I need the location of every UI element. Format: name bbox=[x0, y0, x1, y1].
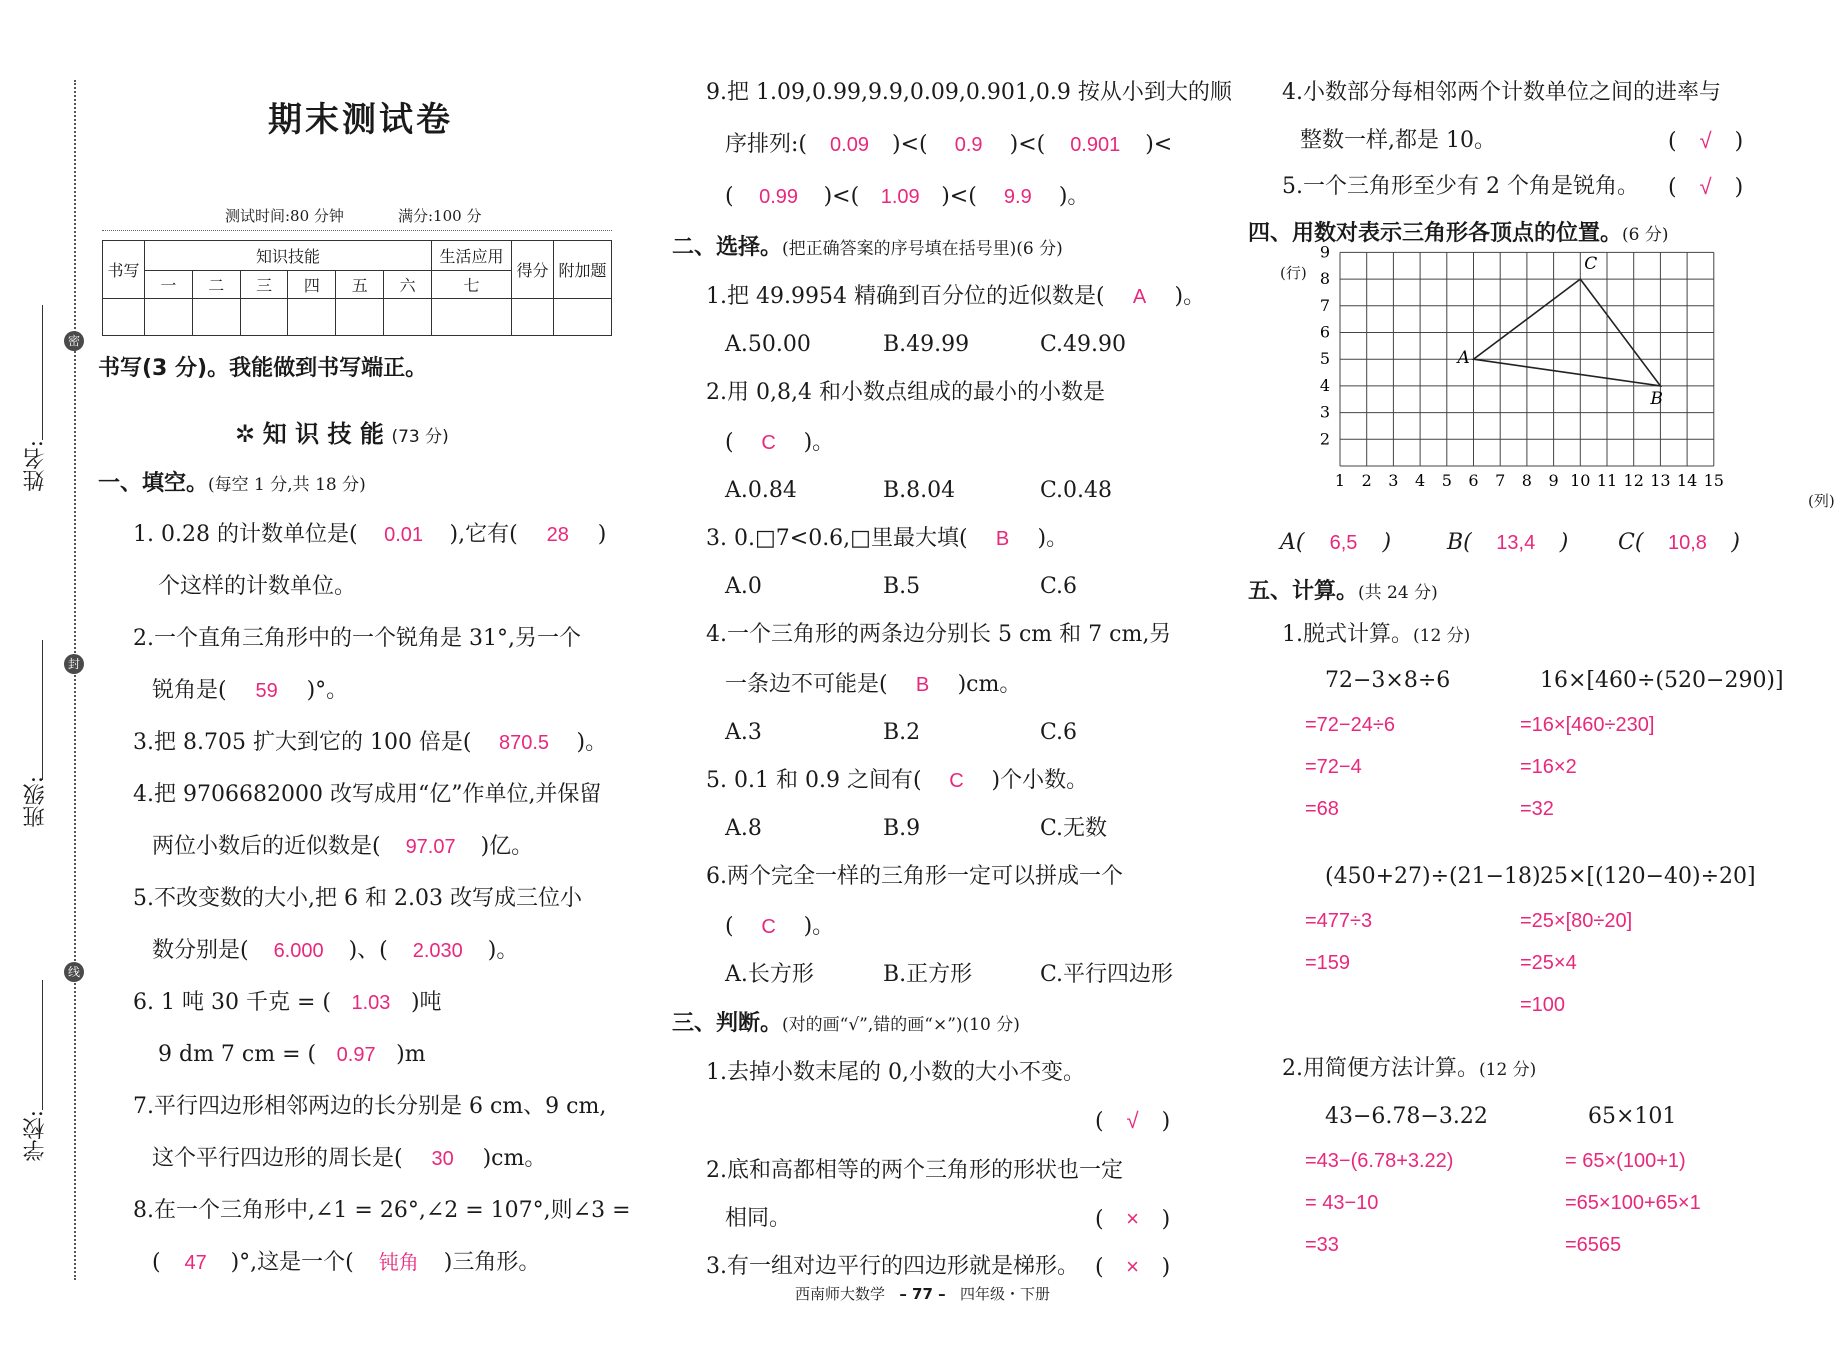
answer[interactable]: 0.9 bbox=[954, 134, 983, 156]
calc-expression: 16×[460÷(520−290)] bbox=[1540, 668, 1784, 693]
score-col-application: 生活应用 bbox=[432, 241, 512, 271]
calc-step[interactable]: =16×2 bbox=[1520, 756, 1577, 778]
class-label: 班级: bbox=[23, 776, 48, 828]
part5-sub1-title: 1.脱式计算。(12 分) bbox=[1282, 622, 1471, 647]
y-tick-label: 4 bbox=[1319, 375, 1330, 395]
answer[interactable]: × bbox=[1126, 1254, 1140, 1279]
x-tick-label: 4 bbox=[1415, 471, 1426, 490]
part5-sub2-title: 2.用简便方法计算。(12 分) bbox=[1282, 1056, 1537, 1081]
calc-step[interactable]: =25×4 bbox=[1520, 952, 1577, 974]
part2-q5: 5. 0.1 和 0.9 之间有( C )个小数。 bbox=[706, 768, 1089, 793]
calc-step[interactable]: =72−4 bbox=[1305, 756, 1362, 778]
answer[interactable]: 0.01 bbox=[384, 524, 424, 546]
part3-q1: 1.去掉小数末尾的 0,小数的大小不变。 bbox=[706, 1060, 1085, 1085]
answer[interactable]: 10,8 bbox=[1667, 532, 1707, 554]
skills-heading-text: 知 识 技 能 bbox=[262, 420, 384, 448]
score-cell[interactable] bbox=[512, 299, 554, 336]
part1-q7: 7.平行四边形相邻两边的长分别是 6 cm、9 cm, bbox=[133, 1094, 607, 1119]
score-cell[interactable] bbox=[145, 299, 193, 336]
part3-q5-answer: ( √ ) bbox=[1668, 174, 1744, 200]
part1-q7-line2: 这个平行四边形的周长是( 30 )cm。 bbox=[152, 1146, 547, 1171]
part1-q5-line2: 数分别是( 6.000 )、( 2.030 )。 bbox=[152, 938, 519, 963]
score-col-total: 得分 bbox=[512, 241, 554, 299]
answer[interactable]: 2.030 bbox=[412, 940, 463, 962]
part1-q1: 1. 0.28 的计数单位是( 0.01 ),它有( 28 ) bbox=[133, 522, 607, 547]
part2-title: 二、选择。(把正确答案的序号填在括号里)(6 分) bbox=[672, 234, 1063, 260]
option[interactable]: A.3 bbox=[725, 720, 762, 745]
answer[interactable]: √ bbox=[1699, 174, 1712, 199]
calc-step[interactable]: =100 bbox=[1520, 994, 1566, 1016]
score-table bbox=[102, 240, 612, 336]
score-cell[interactable] bbox=[192, 299, 240, 336]
score-info: 满分:100 分 bbox=[398, 207, 482, 225]
part1-q8: 8.在一个三角形中,∠1 = 26°,∠2 = 107°,则∠3 = bbox=[133, 1198, 631, 1223]
calc-step[interactable]: =65×100+65×1 bbox=[1565, 1192, 1701, 1214]
seal-mark-1: 密 bbox=[64, 331, 84, 351]
score-cell[interactable] bbox=[288, 299, 336, 336]
option[interactable]: B.5 bbox=[883, 574, 921, 599]
x-tick-label: 6 bbox=[1468, 471, 1479, 490]
part1-q4-line2: 两位小数后的近似数是( 97.07 )亿。 bbox=[152, 834, 534, 859]
calc-step[interactable]: =68 bbox=[1305, 798, 1339, 820]
part1-q4: 4.把 9706682000 改写成用“亿”作单位,并保留 bbox=[133, 782, 602, 807]
footer-grade: 四年级・下册 bbox=[959, 1285, 1050, 1303]
answer[interactable]: A bbox=[1132, 286, 1147, 308]
writing-line: 书写(3 分)。我能做到书写端正。 bbox=[98, 356, 428, 381]
answer[interactable]: 钝角 bbox=[378, 1250, 419, 1274]
calc-expression: 25×[(120−40)÷20] bbox=[1540, 864, 1756, 889]
x-tick-label: 14 bbox=[1676, 471, 1698, 490]
option[interactable]: A.50.00 bbox=[725, 332, 811, 357]
page-title: 期末测试卷 bbox=[268, 100, 453, 140]
score-cell[interactable] bbox=[336, 299, 384, 336]
part1-q1-line2: 个这样的计数单位。 bbox=[158, 574, 357, 599]
part1-q6-line2: 9 dm 7 cm = ( 0.97 )m bbox=[158, 1042, 426, 1067]
answer[interactable]: × bbox=[1126, 1206, 1140, 1231]
part3-q1-answer: ( √ ) bbox=[1095, 1108, 1171, 1134]
vertex-c-answer: C( 10,8 ) bbox=[1618, 530, 1741, 555]
y-tick-label: 3 bbox=[1319, 402, 1330, 422]
part1-q3: 3.把 8.705 扩大到它的 100 倍是( 870.5 )。 bbox=[133, 730, 608, 755]
part3-q3-answer: ( × ) bbox=[1095, 1254, 1171, 1280]
part1-q9: 9.把 1.09,0.99,9.9,0.09,0.901,0.9 按从小到大的顺 bbox=[706, 80, 1232, 105]
part2-q4-line2: 一条边不可能是( B )cm。 bbox=[725, 672, 1022, 697]
part1-q9-line2: 序排列:( 0.09 )<( 0.9 )<( 0.901 )< bbox=[725, 132, 1173, 157]
score-sub-col: 二 bbox=[192, 271, 240, 299]
vertex-label-a: A bbox=[1457, 348, 1470, 369]
answer[interactable]: 13,4 bbox=[1496, 532, 1536, 554]
part3-q4: 4.小数部分每相邻两个计数单位之间的进率与 bbox=[1282, 80, 1721, 105]
part3-q2-line2: 相同。 bbox=[725, 1206, 792, 1231]
option[interactable]: A.0 bbox=[725, 574, 762, 599]
part3-q2: 2.底和高都相等的两个三角形的形状也一定 bbox=[706, 1158, 1123, 1183]
score-col-writing: 书写 bbox=[103, 241, 145, 299]
calc-step[interactable]: =6565 bbox=[1565, 1234, 1622, 1256]
calc-step[interactable]: = 65×(100+1) bbox=[1565, 1150, 1686, 1172]
calc-step[interactable]: =32 bbox=[1520, 798, 1554, 820]
option[interactable]: C.6 bbox=[1040, 720, 1078, 745]
x-tick-label: 3 bbox=[1388, 471, 1399, 490]
footer-book: 西南师大数学 bbox=[795, 1285, 886, 1303]
option[interactable]: C.6 bbox=[1040, 574, 1078, 599]
answer[interactable]: C bbox=[761, 432, 776, 454]
page-footer bbox=[795, 1283, 1050, 1304]
option[interactable]: B.正方形 bbox=[883, 962, 973, 987]
answer[interactable]: √ bbox=[1126, 1108, 1139, 1133]
school-label: 学校: bbox=[23, 1110, 48, 1162]
name-label: 姓名: bbox=[23, 440, 48, 492]
vertex-label-b: B bbox=[1650, 388, 1663, 409]
calc-expression: 65×101 bbox=[1588, 1104, 1677, 1129]
x-tick-label: 7 bbox=[1495, 471, 1506, 490]
answer[interactable]: 97.07 bbox=[405, 836, 456, 858]
seal-mark-3: 线 bbox=[64, 962, 84, 982]
answer[interactable]: 1.09 bbox=[880, 186, 920, 208]
score-cell[interactable] bbox=[103, 299, 145, 336]
answer[interactable]: 6,5 bbox=[1329, 532, 1358, 554]
option[interactable]: C.49.90 bbox=[1040, 332, 1127, 357]
part3-q3: 3.有一组对边平行的四边形就是梯形。 bbox=[706, 1254, 1079, 1279]
y-tick-label: 9 bbox=[1319, 242, 1330, 262]
part3-q4-line2: 整数一样,都是 10。 bbox=[1300, 128, 1496, 153]
footer-page: – 77 – bbox=[899, 1285, 946, 1303]
x-tick-label: 5 bbox=[1441, 471, 1452, 490]
time-info: 测试时间:80 分钟 bbox=[225, 207, 344, 225]
calc-expression: (450+27)÷(21−18) bbox=[1325, 864, 1541, 889]
x-tick-label: 10 bbox=[1570, 471, 1591, 490]
seal-mark-2: 封 bbox=[64, 654, 84, 674]
calc-step[interactable]: =159 bbox=[1305, 952, 1351, 974]
score-cell[interactable] bbox=[240, 299, 288, 336]
part2-q3: 3. 0.□7<0.6,□里最大填( B )。 bbox=[706, 526, 1069, 551]
x-tick-label: 8 bbox=[1521, 471, 1532, 490]
y-tick-label: 5 bbox=[1319, 349, 1330, 369]
x-tick-label: 15 bbox=[1703, 471, 1724, 490]
x-tick-label: 1 bbox=[1334, 471, 1346, 490]
answer[interactable]: 870.5 bbox=[499, 732, 550, 754]
part3-q2-answer: ( × ) bbox=[1095, 1206, 1171, 1232]
part3-q5: 5.一个三角形至少有 2 个角是锐角。 bbox=[1282, 174, 1639, 199]
y-tick-label: 6 bbox=[1319, 322, 1330, 342]
calc-step[interactable]: =16×[460÷230] bbox=[1520, 714, 1655, 736]
score-sub-col: 四 bbox=[288, 271, 336, 299]
grid-col-label: (列) bbox=[1808, 492, 1835, 510]
calc-step[interactable]: =33 bbox=[1305, 1234, 1339, 1256]
option[interactable]: C.无数 bbox=[1040, 816, 1108, 841]
part1-title: 一、填空。(每空 1 分,共 18 分) bbox=[98, 470, 366, 496]
score-col-skills: 知识技能 bbox=[145, 241, 432, 271]
calc-step[interactable]: =477÷3 bbox=[1305, 910, 1373, 932]
option[interactable]: C.0.48 bbox=[1040, 478, 1113, 503]
answer[interactable]: 30 bbox=[431, 1148, 454, 1170]
score-cell[interactable] bbox=[554, 299, 612, 336]
asterisk-icon: ✲ bbox=[235, 420, 256, 448]
part2-q2-line2: ( C )。 bbox=[725, 430, 835, 455]
part2-q6-line2: ( C )。 bbox=[725, 914, 835, 939]
part5-title: 五、计算。(共 24 分) bbox=[1248, 578, 1438, 604]
answer[interactable]: 6.000 bbox=[273, 940, 324, 962]
part3-q4-answer: ( √ ) bbox=[1668, 128, 1744, 154]
answer[interactable]: 1.03 bbox=[351, 992, 391, 1014]
part4-title: 四、用数对表示三角形各顶点的位置。(6 分) bbox=[1248, 220, 1669, 246]
option[interactable]: B.8.04 bbox=[883, 478, 956, 503]
answer[interactable]: 0.97 bbox=[336, 1044, 376, 1066]
score-sub-col: 一 bbox=[145, 271, 193, 299]
option[interactable]: B.49.99 bbox=[883, 332, 970, 357]
vertex-label-c: C bbox=[1584, 254, 1598, 275]
y-tick-label: 2 bbox=[1319, 429, 1330, 449]
skills-heading-points: (73 分) bbox=[391, 427, 449, 447]
answer[interactable]: 47 bbox=[184, 1252, 207, 1274]
name-write-line[interactable] bbox=[42, 305, 43, 440]
score-col-bonus: 附加题 bbox=[554, 241, 612, 299]
calc-step[interactable]: =72−24÷6 bbox=[1305, 714, 1395, 736]
class-write-line[interactable] bbox=[42, 640, 43, 780]
part3-title: 三、判断。(对的画“√”,错的画“×”)(10 分) bbox=[672, 1010, 1020, 1036]
grid-row-label: (行) bbox=[1280, 264, 1307, 282]
score-cell[interactable] bbox=[384, 299, 432, 336]
calc-expression: 72−3×8÷6 bbox=[1325, 668, 1451, 693]
answer[interactable]: C bbox=[949, 770, 964, 792]
option[interactable]: B.9 bbox=[883, 816, 921, 841]
option[interactable]: A.0.84 bbox=[725, 478, 797, 503]
option[interactable]: C.平行四边形 bbox=[1040, 962, 1174, 987]
score-sub-col: 三 bbox=[240, 271, 288, 299]
answer[interactable]: 0.99 bbox=[759, 186, 799, 208]
part2-q2: 2.用 0,8,4 和小数点组成的最小的小数是 bbox=[706, 380, 1105, 405]
part1-q8-line2: ( 47 )°,这是一个( 钝角 )三角形。 bbox=[152, 1250, 541, 1275]
part1-q6: 6. 1 吨 30 千克 = ( 1.03 )吨 bbox=[133, 990, 442, 1015]
answer[interactable]: 59 bbox=[255, 680, 278, 702]
part1-q2-line2: 锐角是( 59 )°。 bbox=[152, 678, 349, 703]
option[interactable]: B.2 bbox=[883, 720, 921, 745]
x-tick-label: 13 bbox=[1650, 471, 1671, 490]
option[interactable]: A.长方形 bbox=[725, 962, 814, 987]
part1-q5: 5.不改变数的大小,把 6 和 2.03 改写成三位小 bbox=[133, 886, 582, 911]
answer[interactable]: 28 bbox=[546, 524, 569, 546]
score-sub-col: 六 bbox=[384, 271, 432, 299]
calc-step[interactable]: =43−(6.78+3.22) bbox=[1305, 1150, 1454, 1172]
score-cell[interactable] bbox=[432, 299, 512, 336]
vertex-a-answer: A( 6,5 ) bbox=[1280, 530, 1392, 555]
answer[interactable]: C bbox=[761, 916, 776, 938]
score-sub-col: 七 bbox=[432, 271, 512, 299]
answer[interactable]: 0.09 bbox=[830, 134, 869, 156]
calc-expression: 43−6.78−3.22 bbox=[1325, 1104, 1488, 1129]
part2-q4: 4.一个三角形的两条边分别长 5 cm 和 7 cm,另 bbox=[706, 622, 1172, 647]
x-tick-label: 9 bbox=[1548, 471, 1559, 490]
calc-step[interactable]: =25×[80÷20] bbox=[1520, 910, 1633, 932]
answer[interactable]: 9.9 bbox=[1003, 186, 1032, 208]
part2-q6: 6.两个完全一样的三角形一定可以拼成一个 bbox=[706, 864, 1123, 889]
header-divider bbox=[102, 230, 612, 231]
skills-heading bbox=[235, 414, 449, 449]
x-tick-label: 2 bbox=[1361, 471, 1372, 490]
binding-dotted-line bbox=[74, 80, 76, 1280]
part1-q2: 2.一个直角三角形中的一个锐角是 31°,另一个 bbox=[133, 626, 581, 651]
answer[interactable]: √ bbox=[1699, 128, 1712, 153]
answer[interactable]: B bbox=[995, 528, 1010, 550]
y-tick-label: 8 bbox=[1319, 269, 1330, 289]
part1-q9-line3: ( 0.99 )<( 1.09 )<( 9.9 )。 bbox=[725, 184, 1090, 209]
x-tick-label: 11 bbox=[1596, 471, 1618, 490]
score-sub-col: 五 bbox=[336, 271, 384, 299]
x-tick-label: 12 bbox=[1623, 471, 1644, 490]
coordinate-grid bbox=[1270, 242, 1810, 508]
answer[interactable]: 0.901 bbox=[1070, 134, 1121, 156]
school-write-line[interactable] bbox=[42, 980, 43, 1110]
vertex-b-answer: B( 13,4 ) bbox=[1447, 530, 1569, 555]
y-tick-label: 7 bbox=[1319, 295, 1330, 315]
option[interactable]: A.8 bbox=[725, 816, 762, 841]
part2-q1: 1.把 49.9954 精确到百分位的近似数是( A )。 bbox=[706, 284, 1206, 309]
calc-step[interactable]: = 43−10 bbox=[1305, 1192, 1379, 1214]
answer[interactable]: B bbox=[915, 674, 930, 696]
